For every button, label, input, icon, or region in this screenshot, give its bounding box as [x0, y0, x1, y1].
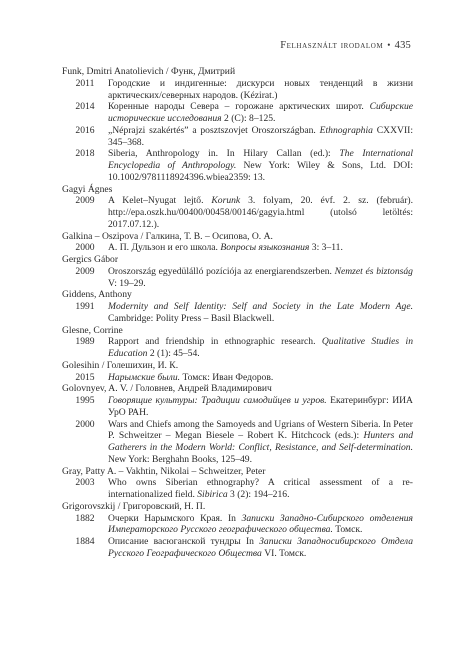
bibliography-list [62, 66, 413, 560]
entry-text-segment: V: 19–29. [108, 277, 146, 289]
running-head [280, 40, 411, 51]
entry-title-italic: Korunk [211, 195, 241, 207]
author-heading: Grigorovszkij / Григоровский, Н. П. [62, 500, 206, 512]
entry-title-italic: Записки Западносибирского Отдела Русского Географического Общества [108, 536, 413, 559]
entry-title-italic: Нарымские были. [108, 371, 181, 383]
entry-text-segment: VI. Томск. [261, 547, 307, 559]
entry-text-segment: 3 (2): 194–216. [227, 489, 290, 500]
entry-title-italic: Nemzet és biztonság [334, 265, 413, 277]
entry-text [108, 78, 413, 102]
bibliography-entry [62, 125, 413, 149]
bibliography-entry [62, 536, 413, 560]
entry-year: 2015 [75, 371, 95, 383]
entry-title-italic: Modernity and Self Identity: Self and Society in the Late Modern Age. [108, 301, 413, 312]
entry-title-italic: Sibirica [197, 489, 228, 500]
entry-text-segment: Wars and Chiefs among the Samoyeds and Ugrians of Western Siberia. In Peter P. Schweitzer – Megan Biesele – Robert K. Hitchcock (eds.): [108, 418, 413, 442]
bibliography-entry [62, 336, 413, 360]
entry-text-segment: Cambridge: Polity Press – Basil Blackwell. [108, 312, 275, 324]
entry-text [108, 336, 413, 360]
entry-text [108, 125, 413, 149]
entry-text [108, 536, 413, 560]
author-heading: Gergics Gábor [62, 254, 119, 265]
author-heading: Gray, Patty A. – Vakhtin, Nikolai – Schweitzer, Peter [62, 465, 266, 477]
entry-year: 2003 [75, 477, 95, 489]
entry-text-segment: Rapport and friendship in ethnographic research. [108, 336, 322, 348]
entry-text-segment: CXXVII: 345–368. [108, 124, 414, 148]
entry-year: 2000 [75, 242, 95, 254]
entry-title-italic: Hunters and Gatherers in the Modern World: Conflict, Resistance, and Self-determination. [108, 430, 413, 453]
author-heading: Funk, Dmitri Anatolievich / Функ, Дмитрий [62, 66, 236, 77]
entry-year: 2009 [75, 195, 95, 207]
entry-year: 1882 [75, 512, 95, 524]
entry-text-segment: Томск. [332, 524, 363, 536]
author-heading: Golovnyev, A. V. / Головнев, Андрей Владимирович [62, 383, 272, 395]
author-heading: Giddens, Anthony [62, 289, 132, 301]
entry-text-segment: Екатеринбург: ИИА УрО РАН. [108, 395, 413, 418]
bibliography-entry [62, 419, 413, 466]
entry-text-segment: Очерки Нарымского Края. In [108, 512, 242, 524]
entry-text-segment: New York: Berghahn Books, 125–49. [108, 453, 252, 465]
entry-text [108, 395, 413, 419]
author-heading: Galkina – Oszipova / Галкина, Т. В. – Осипова, О. А. [62, 230, 273, 242]
entry-title-italic: Ethnographia [319, 124, 373, 136]
entry-text-segment: New York: Wiley & Sons, Ltd. DOI: 10.1002/9781118924396.wbiea2359: 13. [108, 160, 413, 183]
entry-text [108, 513, 413, 537]
author-heading: Glesne, Corrine [62, 324, 123, 336]
entry-title-italic: Qualitative Studies in Education [108, 336, 413, 359]
author-heading: Golesihin / Голешихин, И. К. [62, 359, 179, 371]
entry-text-segment: А. П. Дульзон и его школа. [108, 242, 221, 254]
entry-text [108, 477, 413, 501]
bibliography-entry [62, 78, 413, 102]
entry-text-segment: „Néprajzi szakértés” a posztszovjet Oroszországban. [108, 124, 320, 136]
bibliography-entry [62, 148, 413, 183]
bibliography-entry [62, 477, 413, 501]
bibliography-entry [62, 101, 413, 125]
bibliography-entry [62, 242, 413, 254]
entry-text-segment: Коренные народы Севера – горожане арктических широт. [108, 101, 370, 113]
bibliography-entry [62, 195, 413, 230]
entry-text [108, 266, 413, 290]
bibliography-entry [62, 395, 413, 419]
entry-text [108, 301, 413, 325]
running-head-title: Felhasznált irodalom [280, 40, 384, 51]
entry-text-segment: Городские и индигенные: дискурси новых тенденций в жизни арктических/северных народов. (Kézirat.) [108, 77, 413, 101]
entry-text-segment: 3. folyam, 20. évf. 2. sz. (február). http://epa.oszk.hu/00400/00458/00146/gagyia.html (utolsó letöltés: 2017.07.12.). [108, 195, 413, 230]
entry-year: 2018 [75, 148, 95, 160]
entry-title-italic: Вопросы языкознания [220, 242, 310, 254]
entry-year: 2011 [75, 77, 95, 89]
entry-year: 2000 [75, 418, 95, 430]
entry-text-segment: Томск: Иван Федоров. [180, 371, 274, 383]
entry-year: 1884 [75, 536, 95, 547]
entry-text-segment: 2 (C): 8–125. [221, 113, 276, 124]
entry-text [108, 372, 413, 384]
entry-text-segment: Описание васюганской тундры In [108, 536, 260, 547]
bibliography-entry [62, 301, 413, 325]
entry-title-italic: The International Encyclopedia of Anthropology. [108, 148, 413, 171]
author-heading: Gagyi Ágnes [62, 183, 113, 195]
entry-title-italic: Говорящие культуры: Традиции самодийцев и угров. [108, 395, 327, 406]
entry-text-segment: 3: 3–11. [309, 242, 343, 254]
entry-year: 1991 [75, 301, 95, 312]
entry-text [108, 101, 413, 125]
entry-text [108, 195, 413, 230]
entry-text [108, 148, 413, 183]
entry-title-italic: Сибирские исторические исследования [108, 101, 413, 124]
entry-year: 2016 [75, 124, 95, 136]
bibliography-entry [62, 372, 413, 384]
entry-text-segment: Oroszország egyedülálló pozíciója az energiarendszerben. [108, 265, 335, 277]
entry-year: 1989 [75, 336, 95, 348]
entry-text-segment: 2 (1): 45–54. [147, 348, 200, 359]
entry-text [108, 419, 413, 466]
running-head-bullet: • [387, 40, 391, 50]
entry-text-segment: Who owns Siberian ethnography? A critical assessment of a re-internationalized field. [108, 477, 413, 500]
entry-text-segment: Siberia, Anthropology in. In Hilary Callan (ed.): [108, 148, 340, 160]
entry-year: 2009 [75, 265, 95, 277]
entry-year: 1995 [75, 395, 95, 406]
entry-year: 2014 [75, 101, 95, 113]
entry-text [108, 242, 413, 254]
bibliography-entry [62, 266, 413, 290]
entry-title-italic: Записки Западно-Сибирского отделения Императорского Русского географического общества. [108, 512, 413, 536]
bibliography-entry [62, 513, 413, 537]
page-number: 435 [394, 40, 411, 51]
entry-text-segment: A Kelet–Nyugat lejtő. [108, 195, 212, 207]
